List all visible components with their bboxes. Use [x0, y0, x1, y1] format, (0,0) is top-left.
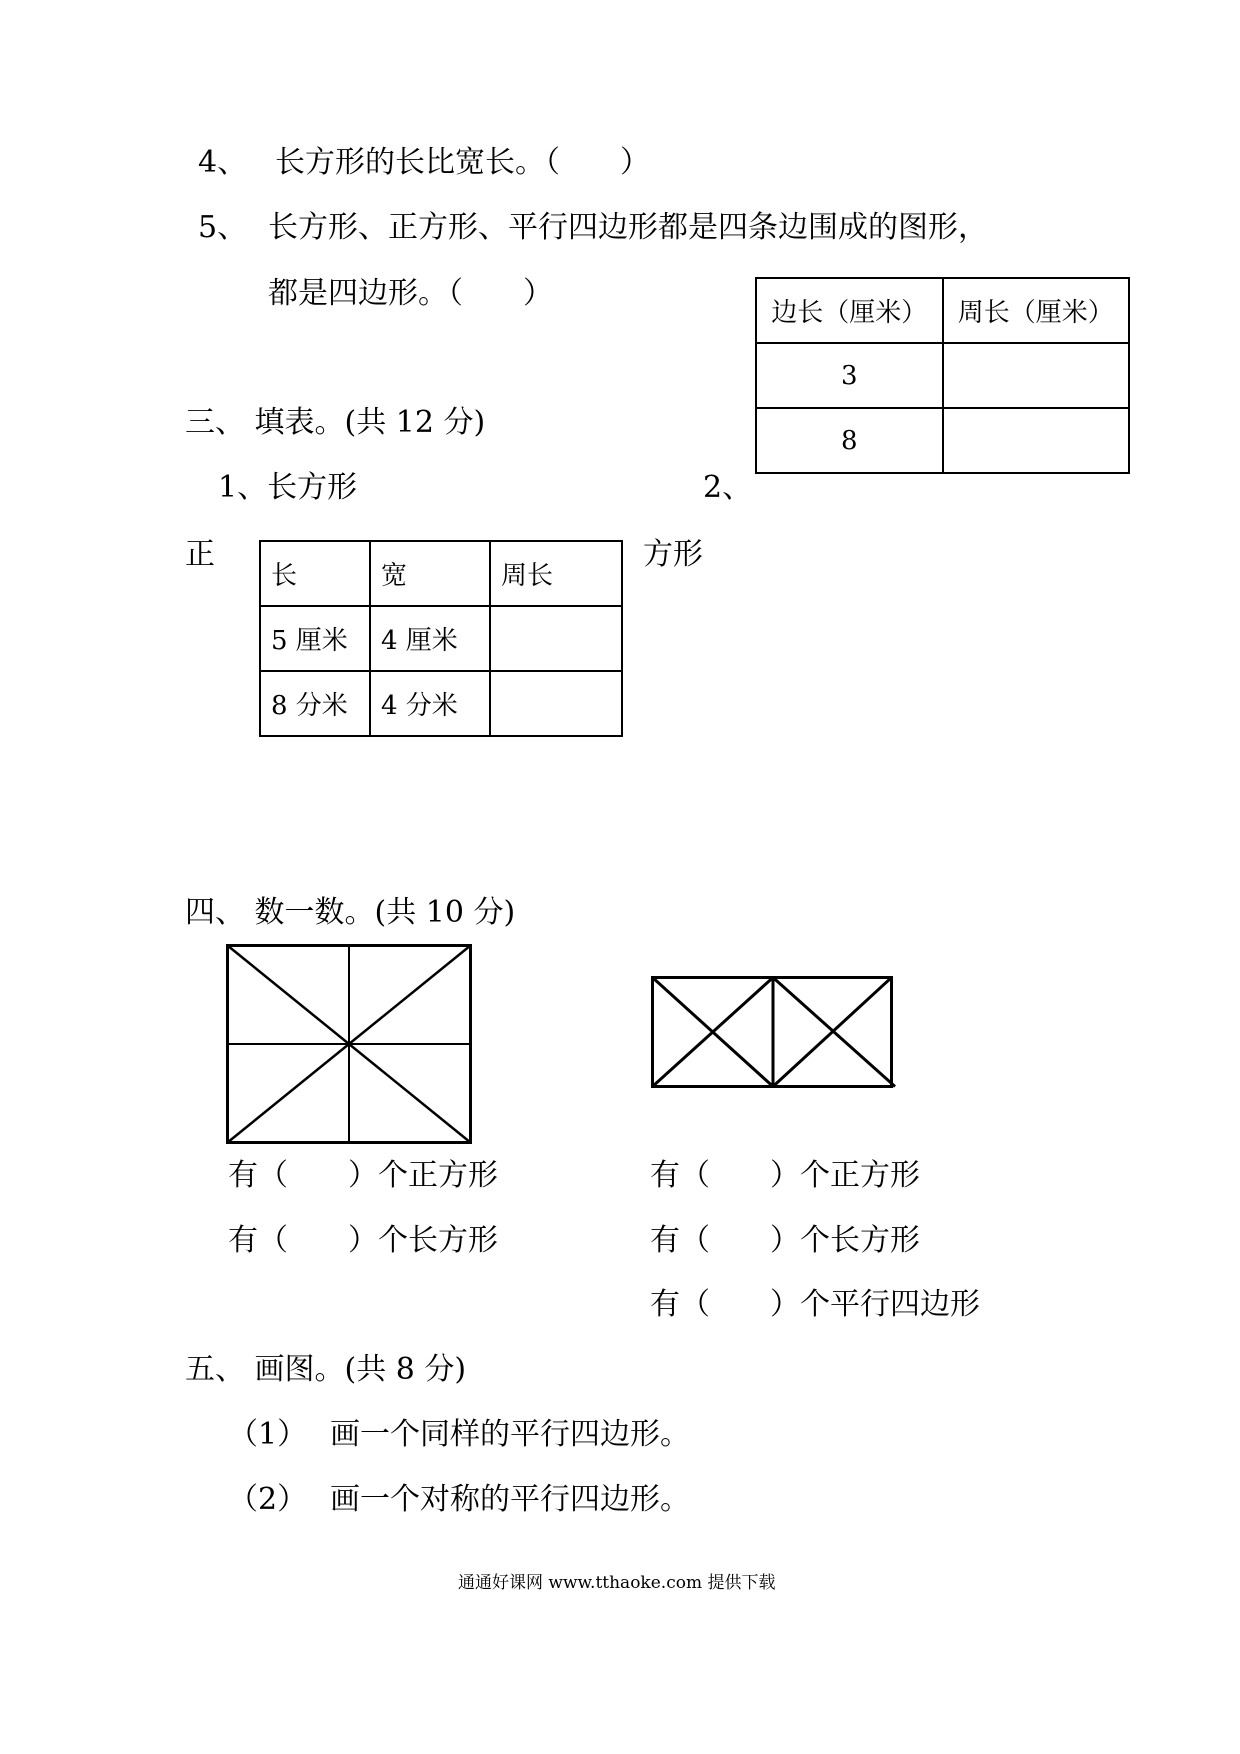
table-header-row	[260, 541, 622, 606]
item-4-text: 长方形的长比宽长。（ ）	[275, 145, 650, 180]
item-5-number: 5、	[198, 210, 248, 245]
table-row	[260, 606, 622, 671]
double-square-count-figure	[651, 976, 897, 1090]
header-width: 宽	[370, 541, 490, 606]
section-5-heading: 五、 画图。(共 8 分)	[185, 1352, 467, 1387]
square-perimeter-table	[755, 277, 1130, 474]
left-rectangle-count-question: 有（ ）个长方形	[228, 1223, 498, 1258]
width-cell: 4 分米	[370, 671, 490, 736]
section-3-heading: 三、 填表。(共 12 分)	[185, 405, 486, 440]
length-cell: 5 厘米	[260, 606, 370, 671]
header-side-length: 边长（厘米）	[756, 278, 943, 343]
rectangle-count-figure	[226, 944, 472, 1144]
header-perimeter: 周长（厘米）	[943, 278, 1130, 343]
right-parallelogram-count-question: 有（ ）个平行四边形	[650, 1287, 980, 1322]
table-header-row	[756, 278, 1129, 343]
right-square-count-question: 有（ ）个正方形	[650, 1158, 920, 1193]
side-length-cell: 8	[756, 408, 943, 473]
table-row	[756, 408, 1129, 473]
side-length-cell: 3	[756, 343, 943, 408]
perimeter-blank-cell[interactable]	[943, 343, 1130, 408]
square-label-part1: 正	[185, 537, 215, 572]
item-5-text-cont: 都是四边形。（ ）	[268, 276, 553, 311]
table-row	[260, 671, 622, 736]
right-rectangle-count-question: 有（ ）个长方形	[650, 1223, 920, 1258]
table-row	[756, 343, 1129, 408]
section-3-q2-label: 2、	[703, 470, 753, 505]
perimeter-blank-cell[interactable]	[943, 408, 1130, 473]
item-5-text: 长方形、正方形、平行四边形都是四条边围成的图形，	[268, 210, 988, 245]
draw-q2-number: （2）	[228, 1482, 308, 1517]
width-cell: 4 厘米	[370, 606, 490, 671]
draw-q1-number: （1）	[228, 1417, 308, 1452]
section-3-q1-label: 1、长方形	[218, 470, 358, 505]
draw-q1-text: 画一个同样的平行四边形。	[330, 1417, 690, 1452]
section-4-heading: 四、 数一数。(共 10 分)	[185, 895, 516, 930]
draw-q2-text: 画一个对称的平行四边形。	[330, 1482, 690, 1517]
footer-source: 通通好课网 www.tthaoke.com 提供下载	[458, 1573, 776, 1593]
perimeter-blank-cell[interactable]	[490, 671, 622, 736]
length-cell: 8 分米	[260, 671, 370, 736]
header-length: 长	[260, 541, 370, 606]
item-4-number: 4、	[198, 145, 248, 180]
square-label-part2: 方形	[643, 537, 703, 572]
rectangle-perimeter-table	[259, 540, 623, 737]
header-perimeter: 周长	[490, 541, 622, 606]
perimeter-blank-cell[interactable]	[490, 606, 622, 671]
left-square-count-question: 有（ ）个正方形	[228, 1158, 498, 1193]
